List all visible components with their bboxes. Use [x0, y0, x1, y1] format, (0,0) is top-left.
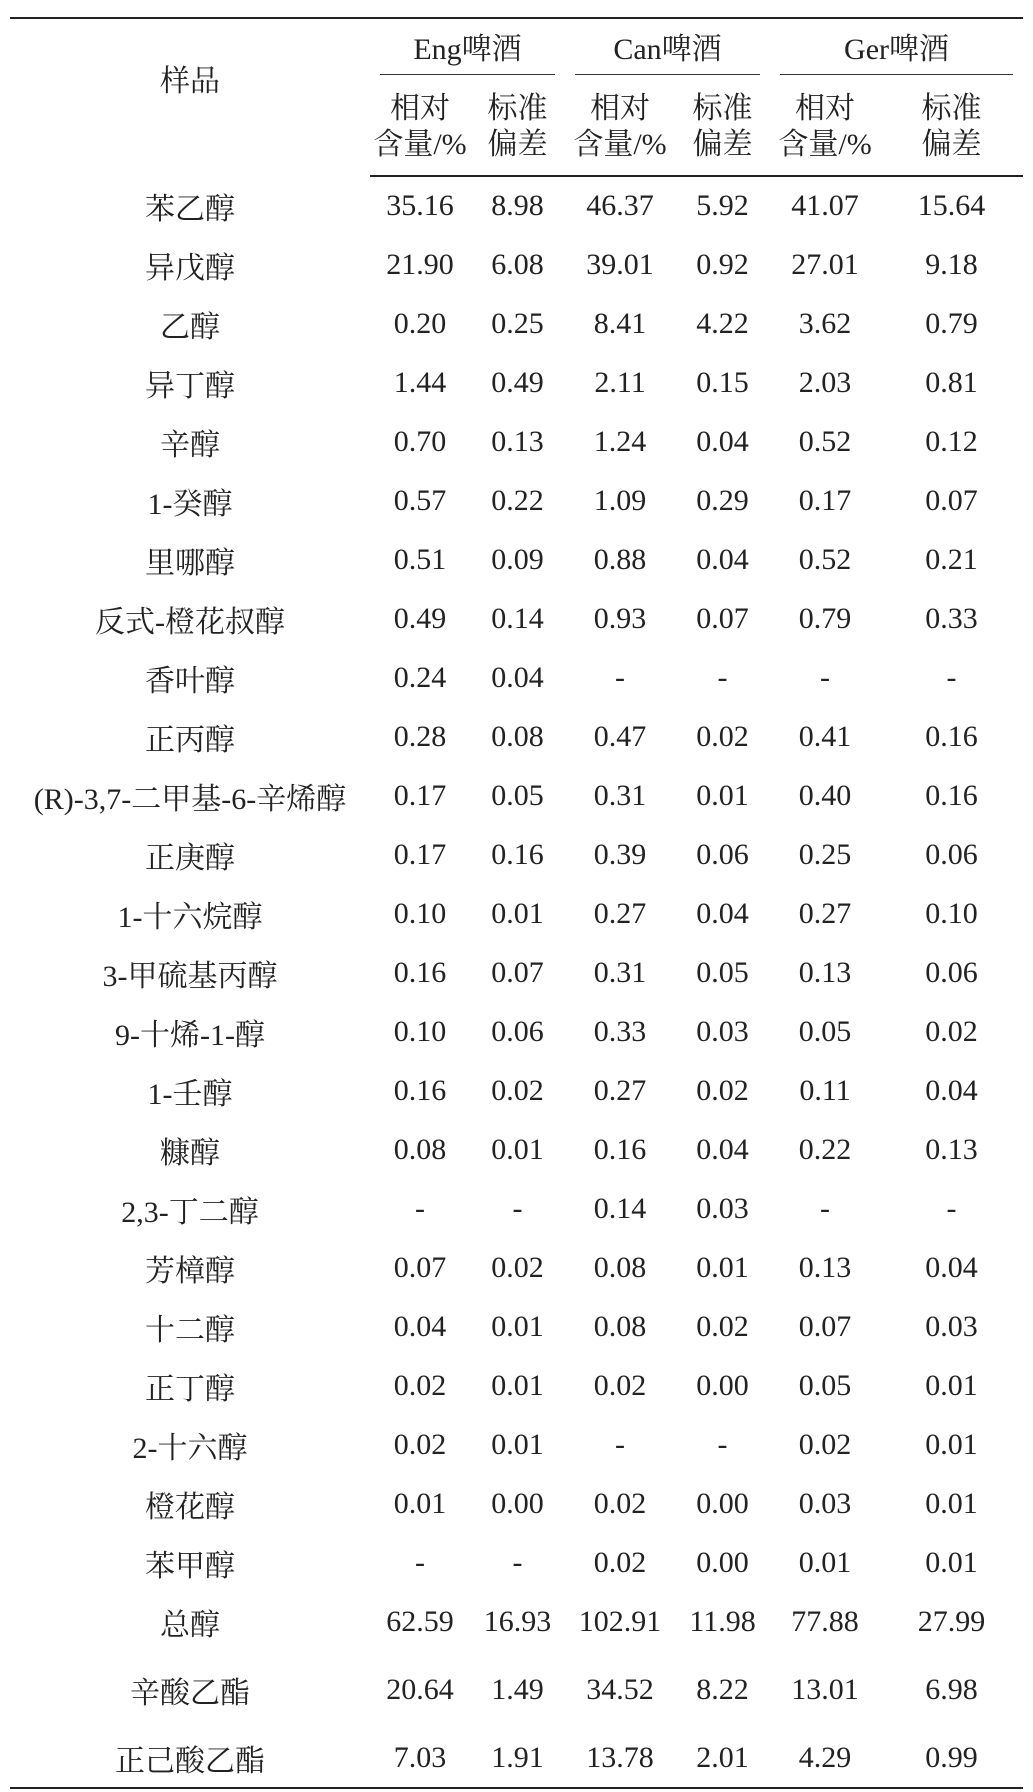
row-sample-name: 异丁醇 [145, 369, 235, 403]
cell-relative-content: 0.05 [798, 1368, 852, 1402]
cell-relative-content: 0.39 [593, 837, 647, 871]
cell-std-dev: 0.04 [696, 424, 749, 458]
row-sample-name: 1-壬醇 [147, 1077, 233, 1111]
cell-relative-content: 1.09 [593, 483, 647, 517]
cell-relative-content: 0.07 [393, 1250, 447, 1284]
cell-std-dev: 0.04 [925, 1250, 978, 1284]
cell-relative-content: 1.44 [393, 365, 447, 399]
cell-std-dev: 0.04 [696, 896, 749, 930]
row-sample-name: 3-甲硫基丙醇 [102, 959, 278, 993]
cell-relative-content: 0.16 [593, 1132, 647, 1166]
cell-relative-content: 0.51 [393, 542, 447, 576]
table-header [10, 18, 1023, 176]
row-sample-name: 正丙醇 [145, 723, 235, 757]
row-sample-name: 里哪醇 [145, 546, 235, 580]
cell-relative-content: 0.28 [393, 719, 447, 753]
cell-std-dev: 0.04 [696, 1132, 749, 1166]
cell-std-dev: 0.06 [696, 837, 749, 871]
table-row [10, 1179, 1023, 1238]
cell-relative-content: 0.22 [798, 1132, 852, 1166]
cell-std-dev: - [717, 660, 728, 694]
cell-std-dev: 0.04 [696, 542, 749, 576]
cell-std-dev: 0.00 [491, 1486, 544, 1520]
cell-std-dev: 0.01 [925, 1545, 978, 1579]
row-sample-name: 正丁醇 [145, 1372, 235, 1406]
cell-relative-content: 0.27 [593, 896, 647, 930]
row-sample-name: 反式-橙花叔醇 [95, 605, 285, 639]
row-sample-name: 辛酸乙酯 [130, 1677, 250, 1710]
row-sample-name: 2,3-丁二醇 [121, 1195, 259, 1229]
cell-std-dev: 0.01 [925, 1486, 978, 1520]
row-sample-name: 芳樟醇 [145, 1254, 235, 1288]
cell-relative-content: - [820, 1191, 831, 1225]
cell-std-dev: 0.01 [491, 1132, 544, 1166]
cell-relative-content: 0.08 [593, 1250, 647, 1284]
table-row [10, 1356, 1023, 1415]
cell-std-dev: 15.64 [917, 189, 986, 222]
table-row [10, 1651, 1023, 1729]
cell-std-dev: 11.98 [689, 1604, 756, 1638]
row-sample-name: 正己酸乙酯 [10, 1729, 370, 1788]
cell-relative-content: 0.52 [798, 542, 852, 576]
table-row [10, 294, 1023, 353]
cell-std-dev: 0.00 [696, 1368, 749, 1402]
group-header-can: Can啤酒 [565, 18, 770, 79]
cell-relative-content: 0.01 [798, 1545, 852, 1579]
cell-std-dev: 0.06 [925, 837, 978, 871]
cell-relative-content: 77.88 [791, 1604, 859, 1638]
table-row [10, 235, 1023, 294]
table-row [10, 353, 1023, 412]
table-row [10, 471, 1023, 530]
cell-relative-content: 0.52 [798, 424, 852, 458]
cell-std-dev: 0.01 [491, 1427, 544, 1461]
group-header-eng: Eng啤酒 [370, 18, 565, 79]
cell-relative-content: 2.11 [594, 365, 646, 399]
cell-std-dev: 0.02 [491, 1250, 544, 1284]
cell-relative-content: 0.02 [393, 1368, 447, 1402]
cell-relative-content: 0.25 [798, 837, 852, 871]
cell-relative-content: 0.10 [393, 896, 447, 930]
cell-std-dev: 0.09 [491, 542, 544, 576]
cell-std-dev: 0.01 [925, 1427, 978, 1461]
table-row [10, 1592, 1023, 1651]
subheader-std-dev: 标准 偏差 [470, 79, 565, 176]
cell-std-dev: 0.02 [696, 1073, 749, 1107]
cell-relative-content: 0.02 [593, 1545, 647, 1579]
table-row [10, 1533, 1023, 1592]
cell-std-dev: 0.21 [925, 542, 978, 576]
table-row [10, 412, 1023, 471]
cell-relative-content: - [615, 660, 626, 694]
cell-relative-content: 0.88 [593, 542, 647, 576]
cell-std-dev: 0.12 [925, 424, 978, 458]
cell-relative-content: 21.90 [386, 247, 454, 281]
cell-relative-content: 0.08 [593, 1309, 647, 1343]
cell-relative-content: - [615, 1427, 626, 1461]
cell-std-dev: 8.98 [491, 189, 544, 222]
table-row [10, 530, 1023, 589]
cell-std-dev: 0.49 [491, 365, 544, 399]
cell-std-dev: 0.01 [491, 896, 544, 930]
cell-relative-content: 0.24 [393, 660, 447, 694]
subheader-relative-content: 相对 含量/% [770, 79, 880, 176]
data-table [10, 17, 1023, 1789]
cell-relative-content: 0.40 [798, 778, 852, 812]
table-row [10, 884, 1023, 943]
cell-relative-content: 0.02 [593, 1486, 647, 1520]
cell-relative-content: 0.01 [393, 1486, 447, 1520]
cell-relative-content: 0.79 [798, 601, 852, 635]
cell-std-dev: 0.01 [491, 1309, 544, 1343]
table-row [10, 1729, 1023, 1788]
cell-relative-content: 0.93 [593, 601, 647, 635]
cell-relative-content: 0.10 [393, 1014, 447, 1048]
cell-std-dev: 0.92 [696, 247, 749, 281]
cell-std-dev: 0.05 [696, 955, 749, 989]
row-sample-name: 橙花醇 [145, 1490, 235, 1524]
cell-std-dev: 0.06 [491, 1014, 544, 1048]
table-row [10, 1238, 1023, 1297]
cell-relative-content: 0.31 [593, 778, 647, 812]
cell-relative-content: 0.41 [798, 719, 852, 753]
row-sample-name: 总醇 [160, 1608, 220, 1642]
table-row [10, 1061, 1023, 1120]
cell-std-dev: 0.16 [925, 719, 978, 753]
cell-relative-content: 0.57 [393, 483, 447, 517]
cell-relative-content: 0.17 [393, 778, 447, 812]
subheader-relative-content: 相对 含量/% [370, 79, 470, 176]
group-header-ger: Ger啤酒 [770, 18, 1023, 79]
cell-std-dev: 0.25 [491, 306, 544, 340]
cell-std-dev: 6.08 [491, 247, 544, 281]
row-sample-name: 1-癸醇 [147, 487, 233, 521]
cell-std-dev: 8.22 [696, 1673, 749, 1706]
row-sample-name: 9-十烯-1-醇 [115, 1018, 265, 1052]
row-sample-name: 糠醇 [160, 1136, 220, 1170]
cell-relative-content: 34.52 [586, 1673, 654, 1706]
table-row [10, 648, 1023, 707]
cell-relative-content: 0.27 [593, 1073, 647, 1107]
row-sample-name: 辛醇 [160, 428, 220, 462]
row-sample-name: 苯甲醇 [145, 1549, 235, 1583]
cell-relative-content: 0.17 [798, 483, 852, 517]
table-row [10, 825, 1023, 884]
row-sample-name: 2-十六醇 [132, 1431, 248, 1465]
cell-std-dev: 0.07 [696, 601, 749, 635]
cell-relative-content: 39.01 [586, 247, 654, 281]
cell-std-dev: 0.08 [491, 719, 544, 753]
cell-relative-content: 41.07 [791, 189, 859, 222]
cell-relative-content: 13.01 [791, 1673, 859, 1706]
row-sample-name: 正庚醇 [145, 841, 235, 875]
cell-std-dev: 0.79 [925, 306, 978, 340]
cell-relative-content: 0.02 [393, 1427, 447, 1461]
cell-relative-content: 0.47 [593, 719, 647, 753]
cell-relative-content: 0.17 [393, 837, 447, 871]
cell-relative-content: 35.16 [386, 189, 454, 222]
table-row [10, 943, 1023, 1002]
row-sample-name: 香叶醇 [145, 664, 235, 698]
cell-std-dev: 1.49 [491, 1673, 544, 1706]
cell-relative-content: 0.07 [798, 1309, 852, 1343]
cell-relative-content: 0.33 [593, 1014, 647, 1048]
cell-std-dev: 0.99 [880, 1729, 1023, 1788]
cell-std-dev: 0.14 [491, 601, 544, 635]
cell-relative-content: 0.14 [593, 1191, 647, 1225]
cell-relative-content: 27.01 [791, 247, 859, 281]
cell-std-dev: - [946, 1191, 957, 1225]
cell-relative-content: 0.02 [593, 1368, 647, 1402]
cell-relative-content: - [415, 1191, 425, 1225]
table-row [10, 1120, 1023, 1179]
cell-std-dev: 1.91 [470, 1729, 565, 1788]
cell-std-dev: 0.03 [696, 1191, 749, 1225]
cell-relative-content: 0.27 [798, 896, 852, 930]
subheader-std-dev: 标准 偏差 [880, 79, 1023, 176]
cell-std-dev: 9.18 [925, 247, 978, 281]
cell-std-dev: 0.02 [925, 1014, 978, 1048]
cell-relative-content: 1.24 [593, 424, 647, 458]
cell-relative-content: 0.20 [393, 306, 447, 340]
cell-std-dev: 2.01 [675, 1729, 770, 1788]
sample-header: 样品 [160, 64, 220, 98]
row-sample-name: 1-十六烷醇 [117, 900, 263, 934]
cell-relative-content: 13.78 [565, 1729, 675, 1788]
cell-relative-content: 0.70 [393, 424, 447, 458]
cell-relative-content: 3.62 [798, 306, 852, 340]
cell-std-dev: 0.04 [491, 660, 544, 694]
cell-std-dev: 27.99 [917, 1604, 986, 1638]
cell-std-dev: 0.02 [696, 1309, 749, 1343]
cell-relative-content: 8.41 [593, 306, 647, 340]
cell-relative-content: 0.04 [393, 1309, 447, 1343]
row-sample-name: 十二醇 [145, 1313, 235, 1347]
cell-relative-content: 0.13 [798, 955, 852, 989]
cell-relative-content: 0.16 [393, 955, 447, 989]
cell-std-dev: 0.16 [925, 778, 978, 812]
row-sample-name: 苯乙醇 [145, 192, 235, 226]
cell-relative-content: 0.03 [798, 1486, 852, 1520]
cell-relative-content: 0.31 [593, 955, 647, 989]
cell-relative-content: - [415, 1545, 425, 1579]
cell-relative-content: 0.05 [798, 1014, 852, 1048]
table-row [10, 1002, 1023, 1061]
cell-std-dev: 0.00 [696, 1545, 749, 1579]
cell-std-dev: 6.98 [925, 1673, 978, 1706]
cell-relative-content: 0.49 [393, 601, 447, 635]
cell-std-dev: 0.03 [925, 1309, 978, 1343]
cell-std-dev: 0.15 [696, 365, 749, 399]
cell-relative-content: 7.03 [370, 1729, 470, 1788]
table-body [10, 176, 1023, 1788]
row-sample-name: 乙醇 [160, 310, 220, 344]
cell-relative-content: 46.37 [586, 189, 654, 222]
cell-std-dev: - [946, 660, 957, 694]
row-sample-name: 异戊醇 [145, 251, 235, 285]
cell-relative-content: 4.29 [770, 1729, 880, 1788]
cell-relative-content: 0.02 [798, 1427, 852, 1461]
subheader-relative-content: 相对 含量/% [565, 79, 675, 176]
cell-std-dev: 0.02 [491, 1073, 544, 1107]
cell-std-dev: 0.01 [696, 778, 749, 812]
cell-std-dev: 0.81 [925, 365, 978, 399]
cell-std-dev: 0.22 [491, 483, 544, 517]
table-row [10, 766, 1023, 825]
cell-relative-content: 102.91 [578, 1604, 662, 1638]
table-row [10, 1415, 1023, 1474]
cell-relative-content: - [820, 660, 831, 694]
cell-std-dev: 0.01 [696, 1250, 749, 1284]
cell-std-dev: - [512, 1191, 523, 1225]
cell-relative-content: 20.64 [386, 1673, 454, 1706]
cell-std-dev: 0.07 [491, 955, 544, 989]
cell-std-dev: 0.03 [696, 1014, 749, 1048]
cell-std-dev: 0.06 [925, 955, 978, 989]
cell-std-dev: 0.00 [696, 1486, 749, 1520]
subheader-std-dev: 标准 偏差 [675, 79, 770, 176]
table-row [10, 1297, 1023, 1356]
table-row [10, 1474, 1023, 1533]
cell-relative-content: 0.08 [393, 1132, 447, 1166]
cell-std-dev: 0.01 [925, 1368, 978, 1402]
cell-relative-content: 0.11 [799, 1073, 851, 1107]
table-row [10, 176, 1023, 235]
row-sample-name: (R)-3,7-二甲基-6-辛烯醇 [33, 782, 347, 816]
cell-relative-content: 0.16 [393, 1073, 447, 1107]
cell-std-dev: 0.33 [925, 601, 978, 635]
cell-std-dev: 0.02 [696, 719, 749, 753]
cell-std-dev: 4.22 [696, 306, 749, 340]
cell-std-dev: 0.10 [925, 896, 978, 930]
cell-std-dev: 0.05 [491, 778, 544, 812]
cell-std-dev: 5.92 [696, 189, 749, 222]
cell-std-dev: 0.07 [925, 483, 978, 517]
cell-std-dev: - [717, 1427, 728, 1461]
table-row [10, 707, 1023, 766]
cell-relative-content: 2.03 [798, 365, 852, 399]
cell-relative-content: 0.13 [798, 1250, 852, 1284]
cell-std-dev: - [512, 1545, 523, 1579]
cell-std-dev: 16.93 [483, 1604, 552, 1638]
cell-relative-content: 62.59 [386, 1604, 454, 1638]
cell-std-dev: 0.13 [925, 1132, 978, 1166]
cell-std-dev: 0.29 [696, 483, 749, 517]
cell-std-dev: 0.01 [491, 1368, 544, 1402]
cell-std-dev: 0.04 [925, 1073, 978, 1107]
cell-std-dev: 0.16 [491, 837, 544, 871]
cell-std-dev: 0.13 [491, 424, 544, 458]
table-row [10, 589, 1023, 648]
